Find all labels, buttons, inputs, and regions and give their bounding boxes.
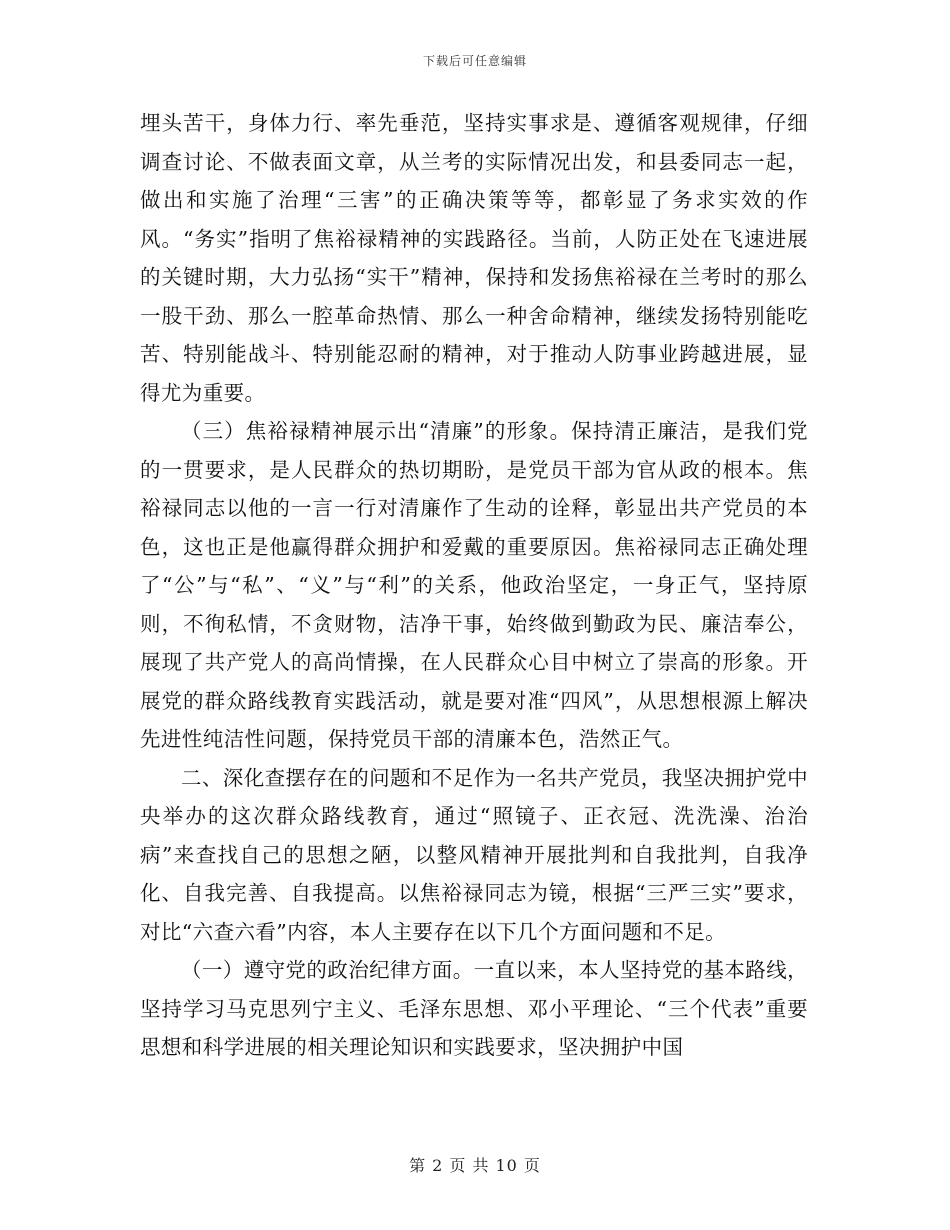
paragraph-4: （一）遵守党的政治纪律方面。一直以来，本人坚持党的基本路线，坚持学习马克思列宁主义、毛泽东思想、邓小平理论、“三个代表”重要思想和科学进展的相关理论知识和实践要求，坚决拥护中国 [140, 958, 808, 1059]
page-footer [0, 1153, 950, 1176]
footer-suffix: 页 [523, 1156, 541, 1175]
footer-middle: 页 共 [449, 1156, 490, 1175]
page-header: 下载后可任意编辑 [422, 54, 527, 68]
footer-total-pages: 10 [495, 1156, 518, 1175]
paragraph-3: 二、深化查摆存在的问题和不足作为一名共产党员，我坚决拥护党中央举办的这次群众路线教育，通过“照镜子、正衣冠、洗洗澡、治治病”来查找自己的思想之陋，以整风精神开展批判和自我批判，自我净化、自我完善、自我提高。以焦裕禄同志为镜，根据“三严三实”要求，对比“六查六看”内容，本人主要存在以下几个方面问题和不足。 [140, 765, 808, 944]
paragraph-2: （三）焦裕禄精神展示出“清廉”的形象。保持清正廉洁，是我们党的一贯要求，是人民群众的热切期盼，是党员干部为官从政的根本。焦裕禄同志以他的一言一行对清廉作了生动的诠释，彰显出共产党员的本色，这也正是他赢得群众拥护和爱戴的重要原因。焦裕禄同志正确处理了“公”与“私”、“义”与“利”的关系，他政治坚定，一身正气，坚持原则，不徇私情，不贪财物，洁净干事，始终做到勤政为民、廉洁奉公，展现了共产党人的高尚情操，在人民群众心目中树立了崇高的形象。开展党的群众路线教育实践活动，就是要对准“四风”，从思想根源上解决先进性纯洁性问题，保持党员干部的清廉本色，浩然正气。 [140, 419, 808, 751]
paragraph-1: 埋头苦干，身体力行、率先垂范，坚持实事求是、遵循客观规律，仔细调查讨论、不做表面文章，从兰考的实际情况出发，和县委同志一起，做出和实施了治理“三害”的正确决策等等，都彰显了务求实效的作风。“务实”指明了焦裕禄精神的实践路径。当前，人防正处在飞速进展的关键时期，大力弘扬“实干”精神，保持和发扬焦裕禄在兰考时的那么一股干劲、那么一腔革命热情、那么一种舍命精神，继续发扬特别能吃苦、特别能战斗、特别能忍耐的精神，对于推动人防事业跨越进展，显得尤为重要。 [140, 111, 808, 405]
footer-prefix: 第 [409, 1156, 427, 1175]
document-body [140, 104, 808, 1067]
footer-page-number: 2 [432, 1156, 444, 1175]
